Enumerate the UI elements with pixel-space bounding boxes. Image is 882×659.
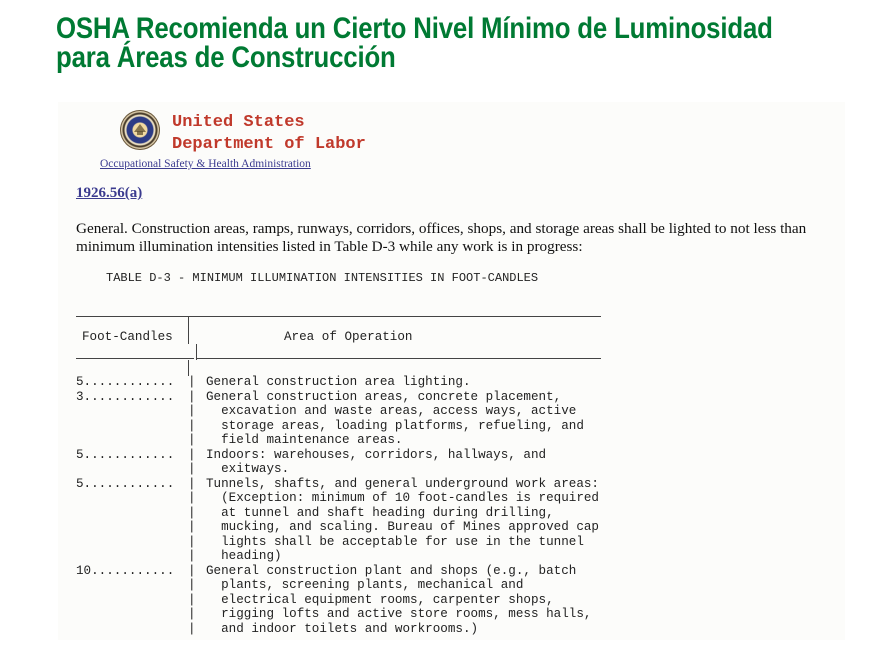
row-divider: |	[188, 375, 196, 389]
row-divider: | | | | |	[188, 563, 196, 636]
table-row	[76, 476, 599, 563]
osha-document-screenshot	[58, 102, 845, 640]
row-area: General construction plant and shops (e.g., batch plants, screening plants, mechanical and electrical equipment rooms, carpenter shops, rigging lofts and active store rooms, mess halls, and indoor toilets and workrooms.)	[206, 563, 592, 636]
table-row	[76, 563, 592, 636]
slide-title	[56, 12, 773, 74]
row-footcandles: 5............	[76, 375, 175, 389]
row-area: Tunnels, shafts, and general underground work areas: (Exception: minimum of 10 foot-candles is required at tunnel and shaft heading during drilling, mucking, and scaling. Bureau of Mines approved cap lights shall be acceptable for use in the tunnel heading)	[206, 476, 599, 563]
table-top-rule	[76, 316, 601, 317]
dol-seal-icon	[120, 110, 160, 150]
osha-link[interactable]: Occupational Safety & Health Administration	[100, 158, 311, 170]
row-divider: | |	[188, 447, 196, 476]
slide-title-line-2: para Áreas de Construcción	[56, 41, 396, 74]
section-number-link[interactable]: 1926.56(a)	[76, 185, 143, 201]
header-divider	[188, 316, 189, 344]
agency-name	[172, 112, 366, 156]
column-header-area: Area of Operation	[284, 330, 413, 344]
row-divider: | | | | | |	[188, 476, 196, 563]
row-divider: | | | |	[188, 389, 196, 447]
header-bottom-rule-right	[196, 358, 601, 359]
row-area: General construction areas, concrete placement, excavation and waste areas, access ways, active storage areas, loading platforms, refueling, and field maintenance areas.	[206, 389, 584, 447]
table-caption: TABLE D-3 - MINIMUM ILLUMINATION INTENSITIES IN FOOT-CANDLES	[106, 271, 539, 285]
slide-title-line-1: OSHA Recomienda un Cierto Nivel Mínimo de Luminosidad	[56, 12, 773, 45]
row-footcandles: 5............	[76, 447, 175, 462]
row-area: Indoors: warehouses, corridors, hallways, and exitways.	[206, 447, 547, 476]
general-paragraph: General. Construction areas, ramps, runways, corridors, offices, shops, and storage areas shall be lighted to not less than minimum illumination intensities listed in Table D-3 while any work is in progress:	[76, 220, 807, 255]
row-footcandles: 5............	[76, 476, 175, 491]
row-footcandles: 10...........	[76, 563, 175, 578]
row-footcandles: 3............	[76, 389, 175, 404]
column-header-footcandles: Foot-Candles	[82, 330, 173, 344]
row-area: General construction area lighting.	[206, 375, 471, 389]
agency-line-1: United States	[172, 113, 305, 132]
agency-line-2: Department of Labor	[172, 135, 366, 154]
body-divider-top	[188, 360, 189, 376]
header-bottom-rule-left	[76, 358, 194, 359]
